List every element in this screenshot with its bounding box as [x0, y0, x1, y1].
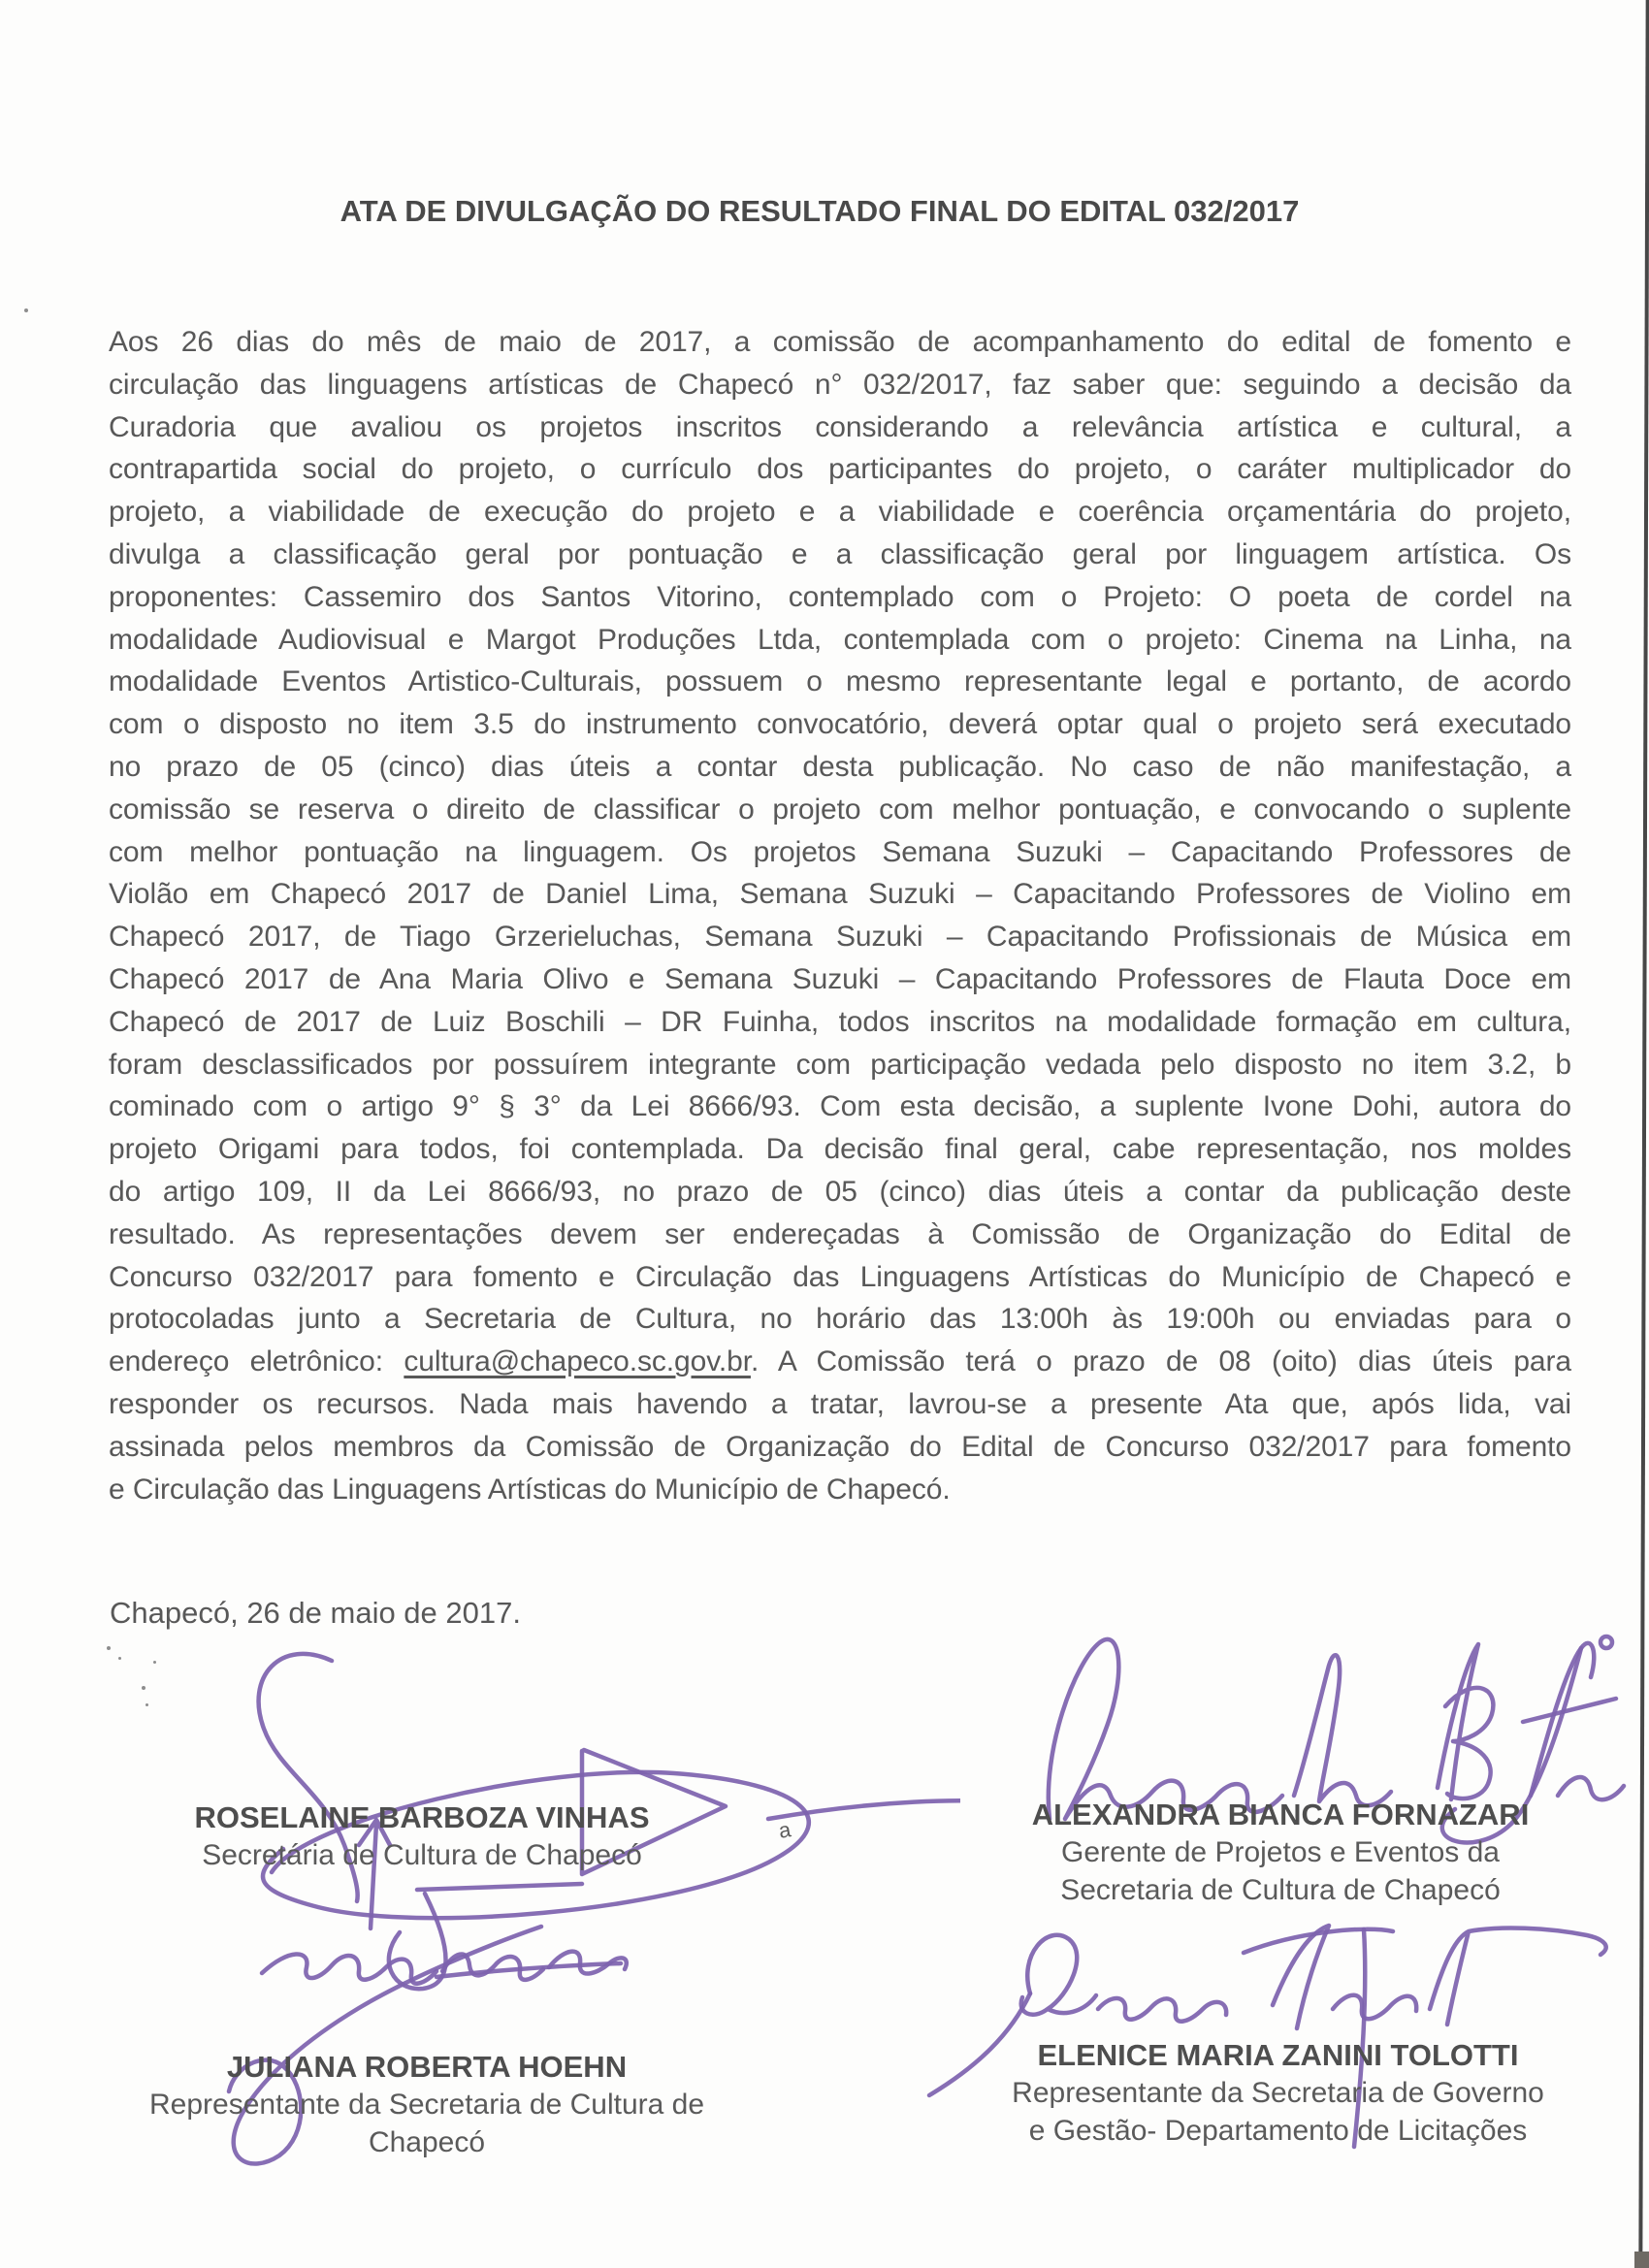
signature-block-roselaine [126, 1798, 718, 1874]
body-line: comissão se reserva o direito de classificar o projeto com melhor pontuação, e convocando o suplente [109, 793, 1571, 826]
stray-ink-mark: a [777, 1817, 793, 1843]
body-line: no prazo de 05 (cinco) dias úteis a contar desta publicação. No caso de não manifestação, a [109, 750, 1571, 783]
body-line: resultado. As representações devem ser endereçadas à Comissão de Organização do Edital de [109, 1217, 1571, 1250]
page-title: ATA DE DIVULGAÇÃO DO RESULTADO FINAL DO EDITAL 032/2017 [340, 194, 1300, 228]
body-line: Curadoria que avaliou os projetos inscritos considerando a relevância artística e cultural, a [109, 410, 1571, 443]
body-line: Aos 26 dias do mês de maio de 2017, a comissão de acompanhamento do edital de fomento e [109, 326, 1571, 358]
scan-speck [118, 1657, 121, 1660]
scan-speck [142, 1686, 146, 1690]
body-paragraph [109, 321, 1571, 1510]
body-line: Concurso 032/2017 para fomento e Circulação das Linguagens Artísticas do Município de Chapecó e [109, 1260, 1571, 1293]
scan-speck [24, 308, 28, 312]
body-line: circulação das linguagens artísticas de Chapecó n° 032/2017, faz saber que: seguindo a decisão da [109, 368, 1571, 401]
body-line: e Circulação das Linguagens Artísticas do Município de Chapecó. [109, 1473, 951, 1506]
signatory-role: e Gestão- Departamento de Licitações [1028, 2115, 1528, 2147]
body-line: cominado com o artigo 9° § 3° da Lei 8666/93. Com esta decisão, a suplente Ivone Dohi, autora do [109, 1090, 1571, 1123]
body-line: com o disposto no item 3.5 do instrumento convocatório, deverá optar qual o projeto será executado [109, 708, 1571, 741]
signature-block-elenice [985, 2036, 1571, 2150]
signatory-name: ALEXANDRA BIANCA FORNAZARI [1031, 1798, 1530, 1831]
signature-block-juliana [131, 2048, 723, 2161]
body-line: assinada pelos membros da Comissão de Organização do Edital de Concurso 032/2017 para fomento [109, 1430, 1571, 1463]
body-line: do artigo 109, II da Lei 8666/93, no prazo de 05 (cinco) dias úteis a contar da publicação deste [109, 1175, 1571, 1208]
body-line: modalidade Eventos Artistico-Culturais, possuem o mesmo representante legal e portanto, de acordo [109, 665, 1571, 698]
body-line: contrapartida social do projeto, o currículo dos participantes do projeto, o caráter multiplicador do [109, 453, 1571, 486]
body-line: responder os recursos. Nada mais havendo a tratar, lavrou-se a presente Ata que, após lida, vai [109, 1387, 1571, 1420]
body-line: Chapecó de 2017 de Luiz Boschili – DR Fuinha, todos inscritos na modalidade formação em cultura, [109, 1005, 1571, 1038]
signatory-name: JULIANA ROBERTA HOEHN [226, 2050, 628, 2084]
body-line: Chapecó 2017 de Ana Maria Olivo e Semana Suzuki – Capacitando Professores de Flauta Doce em [109, 962, 1571, 995]
signatory-role: Representante da Secretaria de Cultura de [148, 2089, 705, 2121]
scan-speck [146, 1703, 148, 1706]
body-line: Violão em Chapecó 2017 de Daniel Lima, Semana Suzuki – Capacitando Professores de Violino em [109, 878, 1571, 911]
body-line: protocoladas junto a Secretaria de Cultura, no horário das 13:00h às 19:00h ou enviadas para o [109, 1303, 1571, 1336]
scan-edge-artifact [1638, 0, 1649, 2268]
signatory-role: Representante da Secretaria de Governo [1012, 2077, 1544, 2109]
signatory-role: Secretaria de Cultura de Chapecó [1060, 1874, 1501, 1906]
body-line: projeto Origami para todos, foi contemplada. Da decisão final geral, cabe representação, nos moldes [109, 1133, 1571, 1166]
body-line: projeto, a viabilidade de execução do projeto e a viabilidade e coerência orçamentária do projeto, [109, 496, 1571, 529]
body-line: divulga a classificação geral por pontuação e a classificação geral por linguagem artística. Os [109, 537, 1571, 570]
body-line: endereço eletrônico: cultura@chapeco.sc.gov.br. A Comissão terá o prazo de 08 (oito) dias úteis para [109, 1345, 1571, 1378]
signatory-name: ELENICE MARIA ZANINI TOLOTTI [1037, 2038, 1519, 2072]
body-line: Chapecó 2017, de Tiago Grzerieluchas, Semana Suzuki – Capacitando Profissionais de Música em [109, 921, 1571, 954]
signature-block-alexandra [989, 1796, 1571, 1909]
date-line: Chapecó, 26 de maio de 2017. [110, 1596, 521, 1630]
body-line: modalidade Audiovisual e Margot Produções Ltda, contemplada com o projeto: Cinema na Linha, na [109, 623, 1571, 656]
body-line: proponentes: Cassemiro dos Santos Vitorino, contemplado com o Projeto: O poeta de cordel na [109, 580, 1571, 613]
body-line: com melhor pontuação na linguagem. Os projetos Semana Suzuki – Capacitando Professores de [109, 835, 1571, 868]
body-line: foram desclassificados por possuírem integrante com participação vedada pelo disposto no item 3.2, b [109, 1048, 1571, 1081]
scan-corner-artifact [1634, 2252, 1649, 2268]
scan-speck [153, 1661, 156, 1664]
email-link: cultura@chapeco.sc.gov.br [404, 1345, 751, 1378]
signatory-role: Chapecó [368, 2126, 486, 2158]
signatory-role: Secretária de Cultura de Chapecó [202, 1839, 642, 1871]
scan-speck [107, 1646, 111, 1650]
signatory-role: Gerente de Projetos e Eventos da [1061, 1836, 1500, 1868]
signatory-name: ROSELAINE BARBOZA VINHAS [194, 1800, 650, 1834]
